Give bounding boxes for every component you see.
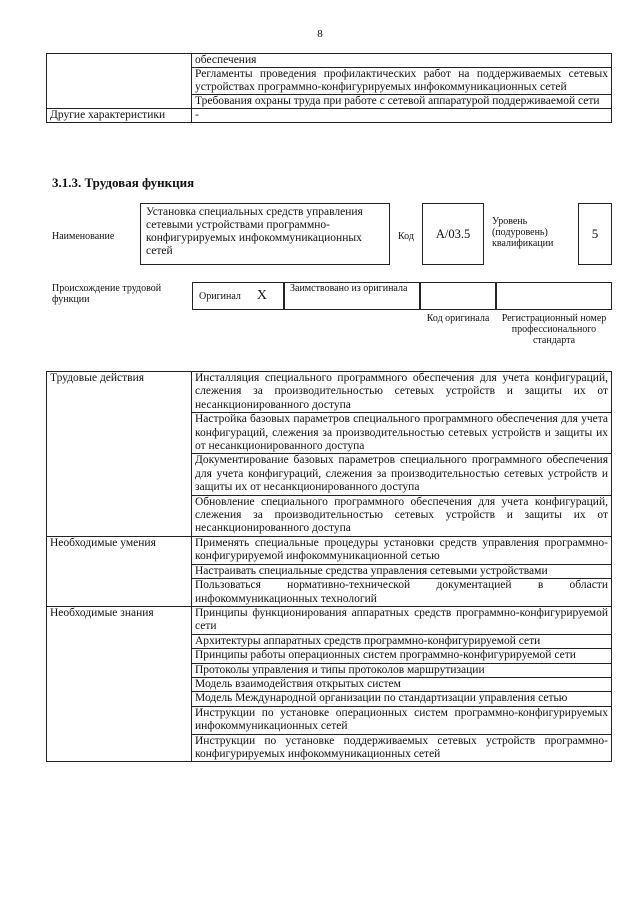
row-text: обеспечения [192,54,612,68]
section-item: Модель Международной организации по стандартизации управления сетью [192,692,612,706]
function-name: Установка специальных средств управления сетевыми устройствами программно-конфигурируемых инфокоммуникационных сетей [140,203,390,265]
section-item: Применять специальные процедуры установки средств управления программно-конфигурируемой инфокоммуникационной сетью [192,536,612,564]
row-label [47,54,192,109]
page-number: 8 [317,28,323,40]
registration-number-cell [496,282,612,310]
function-details-table [46,371,612,762]
section-item: Модель взаимодействия открытых систем [192,677,612,691]
registration-number-label: Регистрационный номер профессионального стандарта [501,313,607,346]
level-label: Уровень (подуровень) квалификации [492,216,554,249]
section-item: Пользоваться нормативно-технической документацией в области инфокоммуникационных технологий [192,579,612,607]
original-cell [192,282,284,310]
section-item: Настройка базовых параметров специального программного обеспечения для учета конфигураций, слежения за производительностью сетевых устройств и защиты их от несанкционированного доступа [192,413,612,454]
original-mark: X [256,288,268,303]
table-row [47,109,612,123]
original-label: Оригинал [199,290,241,302]
section-item: Протоколы управления и типы протоколов маршрутизации [192,663,612,677]
section-heading: 3.1.3. Трудовая функция [52,175,195,190]
section-item: Принципы работы операционных систем программно-конфигурируемой сети [192,649,612,663]
section-item: Документирование базовых параметров специального программного обеспечения для учета конфигураций, слежения за производительностью сетевых устройств и защиты их от несанкционированного доступа [192,454,612,495]
table-row [47,606,612,634]
section-item: Обновление специального программного обеспечения для учета конфигураций, слежения за производительностью сетевых устройств и защиты их от несанкционированного доступа [192,495,612,536]
code-of-original-cell [420,282,496,310]
table-row [47,372,612,413]
code-of-original-label: Код оригинала [426,313,490,324]
row-label: Другие характеристики [47,109,192,123]
row-text: Требования охраны труда при работе с сетевой аппаратурой поддерживаемой сети [192,95,612,109]
borrowed-cell: Заимствовано из оригинала [284,282,420,310]
section-item: Принципы функционирования аппаратных средств программно-конфигурируемой сети [192,606,612,634]
section-item: Инструкции по установке операционных систем программно-конфигурируемых инфокоммуникационных сетей [192,706,612,734]
origin-label: Происхождение трудовой функции [52,283,162,305]
section-label: Необходимые умения [47,536,192,606]
table-row [47,54,612,68]
section-label: Трудовые действия [47,372,192,537]
section-item: Инсталляция специального программного обеспечения для учета конфигураций, слежения за производительностью сетевых устройств и защиты их от несанкционированного доступа [192,372,612,413]
function-code: А/03.5 [422,203,484,265]
section-item: Настраивать специальные средства управления сетевыми устройствами [192,564,612,578]
row-text: Регламенты проведения профилактических работ на поддерживаемых сетевых устройствах программно-конфигурируемых инфокоммуникационных сетей [192,68,612,95]
code-label: Код [398,231,414,242]
section-item: Инструкции по установке поддерживаемых сетевых устройств программно-конфигурируемых инфокоммуникационных сетей [192,734,612,762]
function-level: 5 [578,203,612,265]
section-label: Необходимые знания [47,606,192,761]
row-text: - [192,109,612,123]
continuation-table [46,53,612,123]
name-label: Наименование [52,231,115,242]
section-item: Архитектуры аппаратных средств программно-конфигурируемой сети [192,634,612,648]
table-row [47,536,612,564]
